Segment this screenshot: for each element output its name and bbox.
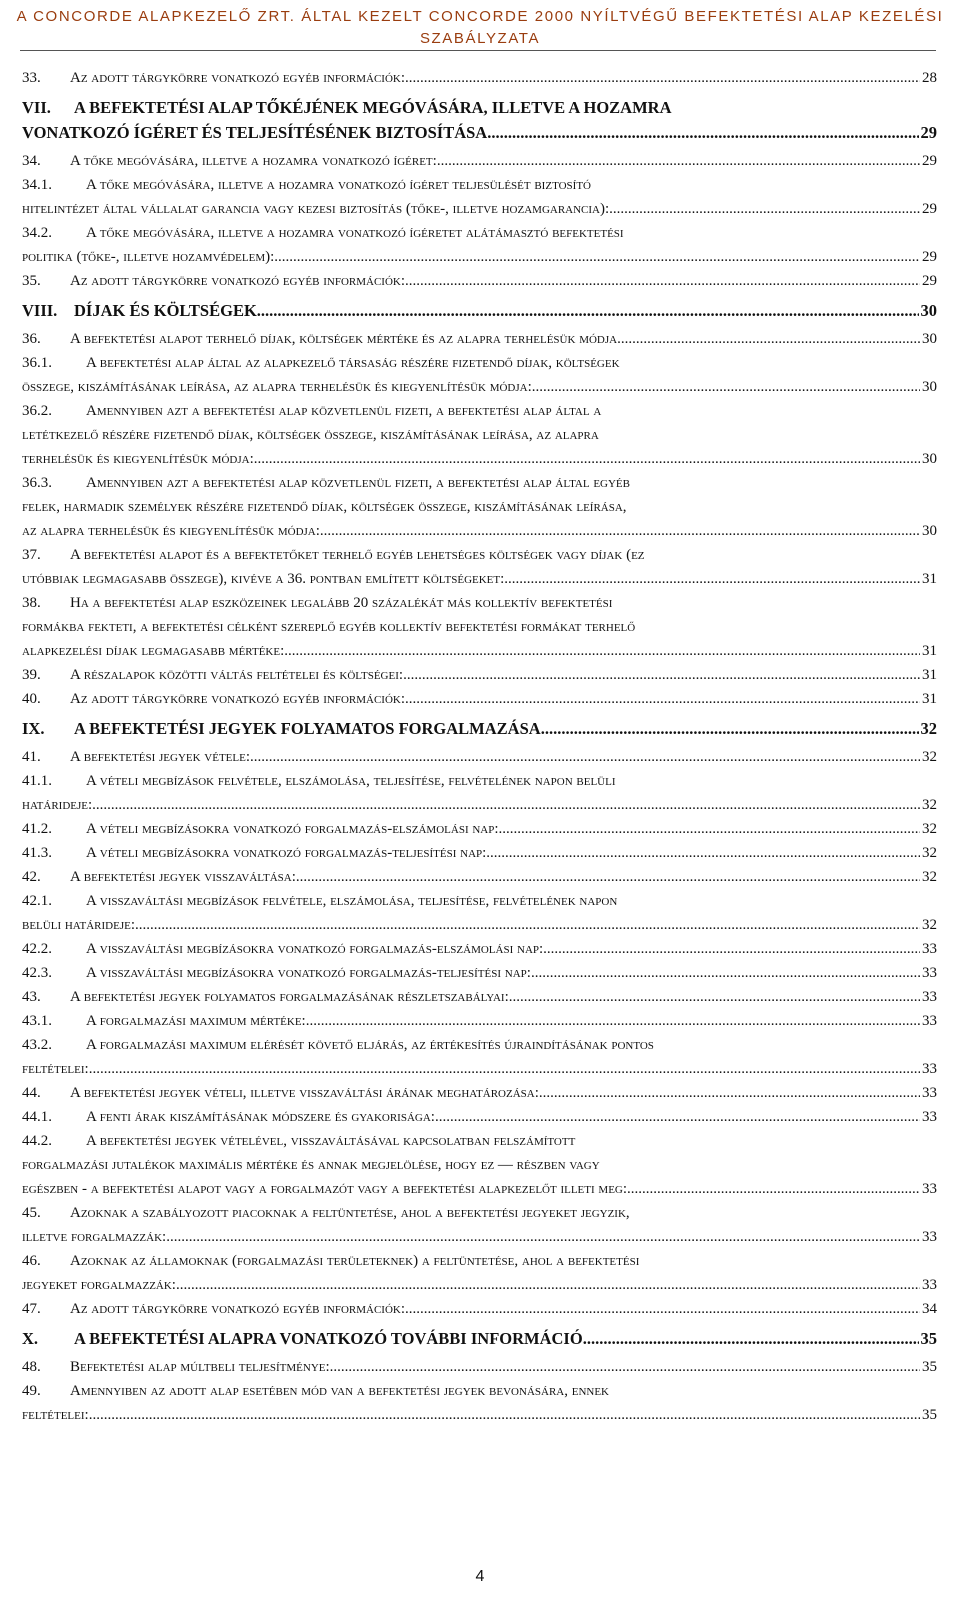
- toc-entry-title: A forgalmazási maximum mértéke:: [86, 1013, 306, 1029]
- toc-entry-page-number: 31: [922, 643, 937, 659]
- toc-entry-dot-leader: [22, 1403, 920, 1427]
- toc-entry-page-number: 29: [922, 201, 937, 217]
- toc-entry-title: A befektetési jegyek vétele:: [70, 749, 251, 765]
- toc-entry-page-number: 33: [922, 1277, 937, 1293]
- toc-entry[interactable]: [22, 865, 937, 889]
- toc-entry[interactable]: [22, 1081, 937, 1105]
- toc-entry-page-number: 30: [922, 451, 937, 467]
- toc-entry-page-number: 31: [922, 571, 937, 587]
- toc-entry-number: 49.: [22, 1383, 41, 1399]
- toc-entry-page-number: 32: [922, 821, 937, 837]
- toc-entry-dot-leader: [22, 1355, 920, 1379]
- toc-entry[interactable]: [22, 769, 937, 817]
- toc-entry-title: Az adott tárgykörre vonatkozó egyéb információk:: [70, 691, 406, 707]
- toc-entry-title: feltételei:: [22, 1407, 89, 1423]
- toc-entry-page-number: 32: [922, 845, 937, 861]
- toc-entry-dot-leader: [22, 985, 920, 1009]
- toc-entry-dot-leader: [22, 1105, 920, 1129]
- toc-entry-title: A visszaváltási megbízások felvétele, elszámolása, teljesítése, felvételének napon: [86, 893, 618, 909]
- toc-entry-title: A részalapok közötti váltás feltételei és költségei:: [70, 667, 404, 683]
- toc-entry-title: Amennyiben az adott alap esetében mód van a befektetési jegyek bevonására, ennek: [70, 1383, 609, 1399]
- toc-entry-text-line: [22, 95, 937, 120]
- toc-entry-dot-leader: [22, 687, 920, 711]
- toc-entry[interactable]: [22, 269, 937, 293]
- toc-entry[interactable]: [22, 1297, 937, 1321]
- toc-entry-title: Ha a befektetési alap eszközeinek legalább 20 százalékát más kollektív befektetési: [70, 595, 613, 611]
- toc-entry-title: A vételi megbízások felvétele, elszámolása, teljesítése, felvételének napon belüli: [86, 773, 616, 789]
- toc-entry-dot-leader: [22, 961, 920, 985]
- toc-entry-number: 41.2.: [22, 821, 52, 837]
- document-header-line2: SZABÁLYZATA: [419, 30, 541, 47]
- toc-entry[interactable]: [22, 841, 937, 865]
- toc-entry-title: illetve forgalmazzák:: [22, 1229, 167, 1245]
- toc-entry[interactable]: [22, 1129, 937, 1201]
- toc-entry-title: felek, harmadik személyek részére fizetendő díjak, költségek összege, kiszámításának leírása,: [22, 499, 627, 515]
- toc-entry-title: az alapra terhelésük és kiegyenlítésük módja:: [22, 523, 320, 539]
- toc-entry-dot-leader: [22, 327, 920, 351]
- toc-entry-dot-leader: [22, 1225, 920, 1249]
- toc-entry[interactable]: [22, 889, 937, 937]
- toc-entry-number: 37.: [22, 547, 41, 563]
- toc-entry-page-number: 34: [922, 1301, 937, 1317]
- toc-entry-title: terhelésük és kiegyenlítésük módja:: [22, 451, 254, 467]
- toc-entry-number: 42.2.: [22, 941, 52, 957]
- toc-entry-title: Az adott tárgykörre vonatkozó egyéb információk:: [70, 1301, 406, 1317]
- toc-entry-number: 42.3.: [22, 965, 52, 981]
- toc-entry-page-number: 31: [922, 691, 937, 707]
- toc-entry-text-line: [22, 495, 937, 519]
- toc-entry[interactable]: [22, 149, 937, 173]
- toc-entry[interactable]: [22, 221, 937, 269]
- toc-entry-number: VIII.: [22, 301, 58, 320]
- toc-entry-page-number: 32: [922, 797, 937, 813]
- toc-entry-page-number: 29: [920, 123, 937, 142]
- toc-entry-dot-leader: [22, 1081, 920, 1105]
- toc-entry-number: 38.: [22, 595, 41, 611]
- toc-entry-text-line: [22, 423, 937, 447]
- toc-entry-text-line: [22, 221, 937, 245]
- toc-entry-page-number: 30: [920, 301, 937, 320]
- toc-entry-title: A vételi megbízásokra vonatkozó forgalmazás-elszámolási nap:: [86, 821, 499, 837]
- toc-entry-number: 36.: [22, 331, 41, 347]
- toc-entry-title: DÍJAK ÉS KÖLTSÉGEK: [74, 301, 257, 320]
- toc-entry[interactable]: [22, 745, 937, 769]
- toc-entry-number: 36.3.: [22, 475, 52, 491]
- toc-entry-dot-leader: [22, 375, 920, 399]
- toc-entry-title: A visszaváltási megbízásokra vonatkozó forgalmazás-elszámolási nap:: [86, 941, 544, 957]
- toc-entry[interactable]: [22, 173, 937, 221]
- toc-entry-dot-leader: [22, 937, 920, 961]
- toc-entry-page-number: 29: [922, 249, 937, 265]
- toc-entry-title: A befektetési alapot terhelő díjak, költségek mértéke és az alapra terhelésük módja: [70, 331, 618, 347]
- toc-entry-page-number: 33: [922, 1085, 937, 1101]
- toc-entry-number: 48.: [22, 1359, 41, 1375]
- toc-entry[interactable]: [22, 399, 937, 471]
- toc-entry[interactable]: [22, 1105, 937, 1129]
- toc-entry[interactable]: [22, 543, 937, 591]
- toc-entry[interactable]: [22, 66, 937, 90]
- toc-entry-text-line: [22, 1129, 937, 1153]
- toc-entry-dot-leader: [22, 298, 919, 323]
- toc-entry-page-number: 35: [922, 1359, 937, 1375]
- toc-entry-text-line: [22, 1153, 937, 1177]
- toc-entry-dot-leader: [22, 1009, 920, 1033]
- toc-entry-title: hitelintézet által vállalat garancia vagy kezesi biztosítás (tőke-, illetve hozamgarancia):: [22, 201, 610, 217]
- toc-entry-page-number: 32: [922, 869, 937, 885]
- toc-entry-title: A befektetési jegyek visszaváltása:: [70, 869, 296, 885]
- toc-entry[interactable]: [22, 1201, 937, 1249]
- toc-entry[interactable]: [22, 716, 937, 741]
- toc-entry[interactable]: [22, 1326, 937, 1351]
- toc-entry-dot-leader: [22, 841, 920, 865]
- toc-entry-dot-leader: [22, 663, 920, 687]
- toc-entry-title: Azoknak az államoknak (forgalmazási területeknek) a feltüntetése, ahol a befektetési: [70, 1253, 640, 1269]
- toc-entry-number: 43.1.: [22, 1013, 52, 1029]
- toc-entry[interactable]: [22, 985, 937, 1009]
- toc-entry-page-number: 29: [922, 273, 937, 289]
- toc-entry-dot-leader: [22, 1273, 920, 1297]
- toc-entry[interactable]: [22, 1249, 937, 1297]
- toc-entry-dot-leader: [22, 120, 919, 145]
- toc-entry-title: Amennyiben azt a befektetési alap közvetlenül fizeti, a befektetési alap által egyéb: [86, 475, 630, 491]
- toc-entry-number: IX.: [22, 719, 45, 738]
- toc-entry-dot-leader: [22, 567, 920, 591]
- toc-entry-number: 36.1.: [22, 355, 52, 371]
- toc-entry-number: 45.: [22, 1205, 41, 1221]
- toc-entry-page-number: 35: [922, 1407, 937, 1423]
- toc-entry-text-line: [22, 1201, 937, 1225]
- toc-entry-dot-leader: [22, 913, 920, 937]
- toc-entry-number: 39.: [22, 667, 41, 683]
- toc-entry-text-line: [22, 1033, 937, 1057]
- toc-entry-text-line: [22, 591, 937, 615]
- toc-entry[interactable]: [22, 687, 937, 711]
- toc-entry-number: 34.2.: [22, 225, 52, 241]
- toc-entry-text-line: [22, 889, 937, 913]
- toc-entry-title: A BEFEKTETÉSI ALAP TŐKÉJÉNEK MEGÓVÁSÁRA, ILLETVE A HOZAMRA: [74, 98, 672, 117]
- toc-entry-text-line: [22, 173, 937, 197]
- toc-entry-dot-leader: [22, 197, 920, 221]
- toc-entry-title: utóbbiak legmagasabb összege), kivéve a 36. pontban említett költségeket:: [22, 571, 505, 587]
- toc-entry-dot-leader: [22, 865, 920, 889]
- toc-entry-number: 47.: [22, 1301, 41, 1317]
- toc-entry-page-number: 33: [922, 1229, 937, 1245]
- toc-entry[interactable]: [22, 961, 937, 985]
- toc-entry-page-number: 33: [922, 1061, 937, 1077]
- toc-entry-title: feltételei:: [22, 1061, 89, 1077]
- toc-entry-text-line: [22, 399, 937, 423]
- table-of-contents: [22, 66, 937, 1427]
- toc-entry-page-number: 32: [920, 719, 937, 738]
- toc-entry-title: egészben - a befektetési alapot vagy a forgalmazót vagy a befektetési alapkezelőt illeti meg:: [22, 1181, 628, 1197]
- toc-entry-dot-leader: [22, 519, 920, 543]
- document-header: [0, 6, 960, 50]
- toc-entry-title: A tőke megóvására, illetve a hozamra vonatkozó ígéret:: [70, 153, 437, 169]
- toc-entry-page-number: 33: [922, 989, 937, 1005]
- toc-entry-dot-leader: [22, 149, 920, 173]
- toc-entry-title: határideje:: [22, 797, 93, 813]
- toc-entry-number: 44.2.: [22, 1133, 52, 1149]
- toc-entry-title: A befektetési alap által az alapkezelő társaság részére fizetendő díjak, költségek: [86, 355, 620, 371]
- toc-entry-number: 34.1.: [22, 177, 52, 193]
- page-number: 4: [475, 1568, 485, 1585]
- toc-entry[interactable]: [22, 327, 937, 351]
- toc-entry-dot-leader: [22, 245, 920, 269]
- toc-entry-title: belüli határideje:: [22, 917, 136, 933]
- toc-entry-number: 43.2.: [22, 1037, 52, 1053]
- toc-entry-dot-leader: [22, 66, 920, 90]
- toc-entry-page-number: 30: [922, 331, 937, 347]
- toc-entry[interactable]: [22, 1379, 937, 1427]
- toc-entry-title: A befektetési jegyek folyamatos forgalmazásának részletszabályai:: [70, 989, 509, 1005]
- toc-entry-text-line: [22, 471, 937, 495]
- toc-entry-title: politika (tőke-, illetve hozamvédelem):: [22, 249, 275, 265]
- toc-entry-dot-leader: [22, 269, 920, 293]
- toc-entry-page-number: 28: [922, 70, 937, 86]
- toc-entry-number: 46.: [22, 1253, 41, 1269]
- toc-entry-page-number: 31: [922, 667, 937, 683]
- toc-entry-title: A befektetési jegyek vételével, visszaváltásával kapcsolatban felszámított: [86, 1133, 576, 1149]
- toc-entry[interactable]: [22, 1033, 937, 1081]
- toc-entry-title: A visszaváltási megbízásokra vonatkozó forgalmazás-teljesítési nap:: [86, 965, 531, 981]
- toc-entry-title: Amennyiben azt a befektetési alap közvetlenül fizeti, a befektetési alap által a: [86, 403, 602, 419]
- toc-entry-title: forgalmazási jutalékok maximális mértéke és annak megjelölése, hogy ez — részben vagy: [22, 1157, 600, 1173]
- toc-entry-number: 44.: [22, 1085, 41, 1101]
- toc-entry[interactable]: [22, 937, 937, 961]
- toc-entry-dot-leader: [22, 447, 920, 471]
- toc-entry-number: 42.: [22, 869, 41, 885]
- toc-entry-title: jegyeket forgalmazzák:: [22, 1277, 176, 1293]
- toc-entry-page-number: 30: [922, 523, 937, 539]
- toc-entry-page-number: 32: [922, 749, 937, 765]
- toc-entry-number: 34.: [22, 153, 41, 169]
- toc-entry[interactable]: [22, 1355, 937, 1379]
- toc-entry-title: A forgalmazási maximum elérését követő eljárás, az értékesítés újraindításának pontos: [86, 1037, 654, 1053]
- toc-entry-text-line: [22, 351, 937, 375]
- toc-entry-title: A vételi megbízásokra vonatkozó forgalmazás-teljesítési nap:: [86, 845, 487, 861]
- toc-entry-number: 42.1.: [22, 893, 52, 909]
- toc-entry-title: Befektetési alap múltbeli teljesítménye:: [70, 1359, 330, 1375]
- toc-entry-number: 41.3.: [22, 845, 52, 861]
- toc-entry-dot-leader: [22, 793, 920, 817]
- header-divider: [20, 50, 936, 51]
- toc-entry[interactable]: [22, 663, 937, 687]
- toc-entry-title: A tőke megóvására, illetve a hozamra vonatkozó ígéretet alátámasztó befektetési: [86, 225, 624, 241]
- toc-entry-number: 44.1.: [22, 1109, 52, 1125]
- toc-entry-page-number: 33: [922, 965, 937, 981]
- toc-entry[interactable]: [22, 95, 937, 145]
- toc-entry-number: 41.: [22, 749, 41, 765]
- toc-entry-number: 36.2.: [22, 403, 52, 419]
- toc-entry-page-number: 33: [922, 1013, 937, 1029]
- toc-entry-page-number: 33: [922, 1181, 937, 1197]
- toc-entry-text-line: [22, 615, 937, 639]
- toc-entry[interactable]: [22, 591, 937, 663]
- toc-entry-number: 41.1.: [22, 773, 52, 789]
- toc-entry-number: 35.: [22, 273, 41, 289]
- toc-entry-title: A BEFEKTETÉSI JEGYEK FOLYAMATOS FORGALMAZÁSA: [74, 719, 541, 738]
- toc-entry-dot-leader: [22, 1057, 920, 1081]
- toc-entry-page-number: 30: [922, 379, 937, 395]
- toc-entry[interactable]: [22, 1009, 937, 1033]
- toc-entry[interactable]: [22, 351, 937, 399]
- toc-entry-title: alapkezelési díjak legmagasabb mértéke:: [22, 643, 285, 659]
- toc-entry[interactable]: [22, 471, 937, 543]
- toc-entry[interactable]: [22, 817, 937, 841]
- toc-entry-text-line: [22, 1249, 937, 1273]
- toc-entry-number: X.: [22, 1329, 39, 1348]
- toc-entry-title: Az adott tárgykörre vonatkozó egyéb információk:: [70, 273, 406, 289]
- toc-entry-dot-leader: [22, 745, 920, 769]
- toc-entry-number: 43.: [22, 989, 41, 1005]
- toc-entry-number: VII.: [22, 98, 51, 117]
- toc-entry-dot-leader: [22, 639, 920, 663]
- toc-entry-page-number: 33: [922, 1109, 937, 1125]
- toc-entry-number: 40.: [22, 691, 41, 707]
- toc-entry-dot-leader: [22, 716, 919, 741]
- document-header-line1: A CONCORDE ALAPKEZELŐ ZRT. ÁLTAL KEZELT CONCORDE 2000 NYÍLTVÉGŰ BEFEKTETÉSI ALAP KEZELÉSI: [16, 8, 944, 25]
- toc-entry-title: VONATKOZÓ ÍGÉRET ÉS TELJESÍTÉSÉNEK BIZTOSÍTÁSA: [22, 123, 488, 142]
- toc-entry-text-line: [22, 769, 937, 793]
- toc-entry-title: A fenti árak kiszámításának módszere és gyakorisága:: [86, 1109, 435, 1125]
- toc-entry-page-number: 35: [920, 1329, 937, 1348]
- toc-entry-text-line: [22, 1379, 937, 1403]
- toc-entry-dot-leader: [22, 1177, 920, 1201]
- toc-entry-page-number: 32: [922, 917, 937, 933]
- toc-entry-title: Azoknak a szabályozott piacoknak a feltüntetése, ahol a befektetési jegyeket jegyzik,: [70, 1205, 630, 1221]
- toc-entry-title: letétkezelő részére fizetendő díjak, költségek összege, kiszámításának leírása, az alapra: [22, 427, 599, 443]
- toc-entry-title: A BEFEKTETÉSI ALAPRA VONATKOZÓ TOVÁBBI INFORMÁCIÓ: [74, 1329, 583, 1348]
- toc-entry-title: Az adott tárgykörre vonatkozó egyéb információk:: [70, 70, 406, 86]
- toc-entry-title: A befektetési jegyek vételi, illetve visszaváltási árának meghatározása:: [70, 1085, 539, 1101]
- toc-entry-dot-leader: [22, 1297, 920, 1321]
- toc-entry-dot-leader: [22, 817, 920, 841]
- toc-entry-title: A tőke megóvására, illetve a hozamra vonatkozó ígéret teljesülését biztosító: [86, 177, 591, 193]
- toc-entry-title: összege, kiszámításának leírása, az alapra terhelésük és kiegyenlítésük módja:: [22, 379, 532, 395]
- toc-entry[interactable]: [22, 298, 937, 323]
- toc-entry-text-line: [22, 543, 937, 567]
- toc-entry-page-number: 29: [922, 153, 937, 169]
- toc-entry-number: 33.: [22, 70, 41, 86]
- toc-entry-page-number: 33: [922, 941, 937, 957]
- toc-entry-title: A befektetési alapot és a befektetőket terhelő egyéb lehetséges költségek vagy díjak (ez: [70, 547, 645, 563]
- toc-entry-title: formákba fekteti, a befektetési célként szereplő egyéb kollektív befektetési formákat terhelő: [22, 619, 636, 635]
- toc-entry-dot-leader: [22, 1326, 919, 1351]
